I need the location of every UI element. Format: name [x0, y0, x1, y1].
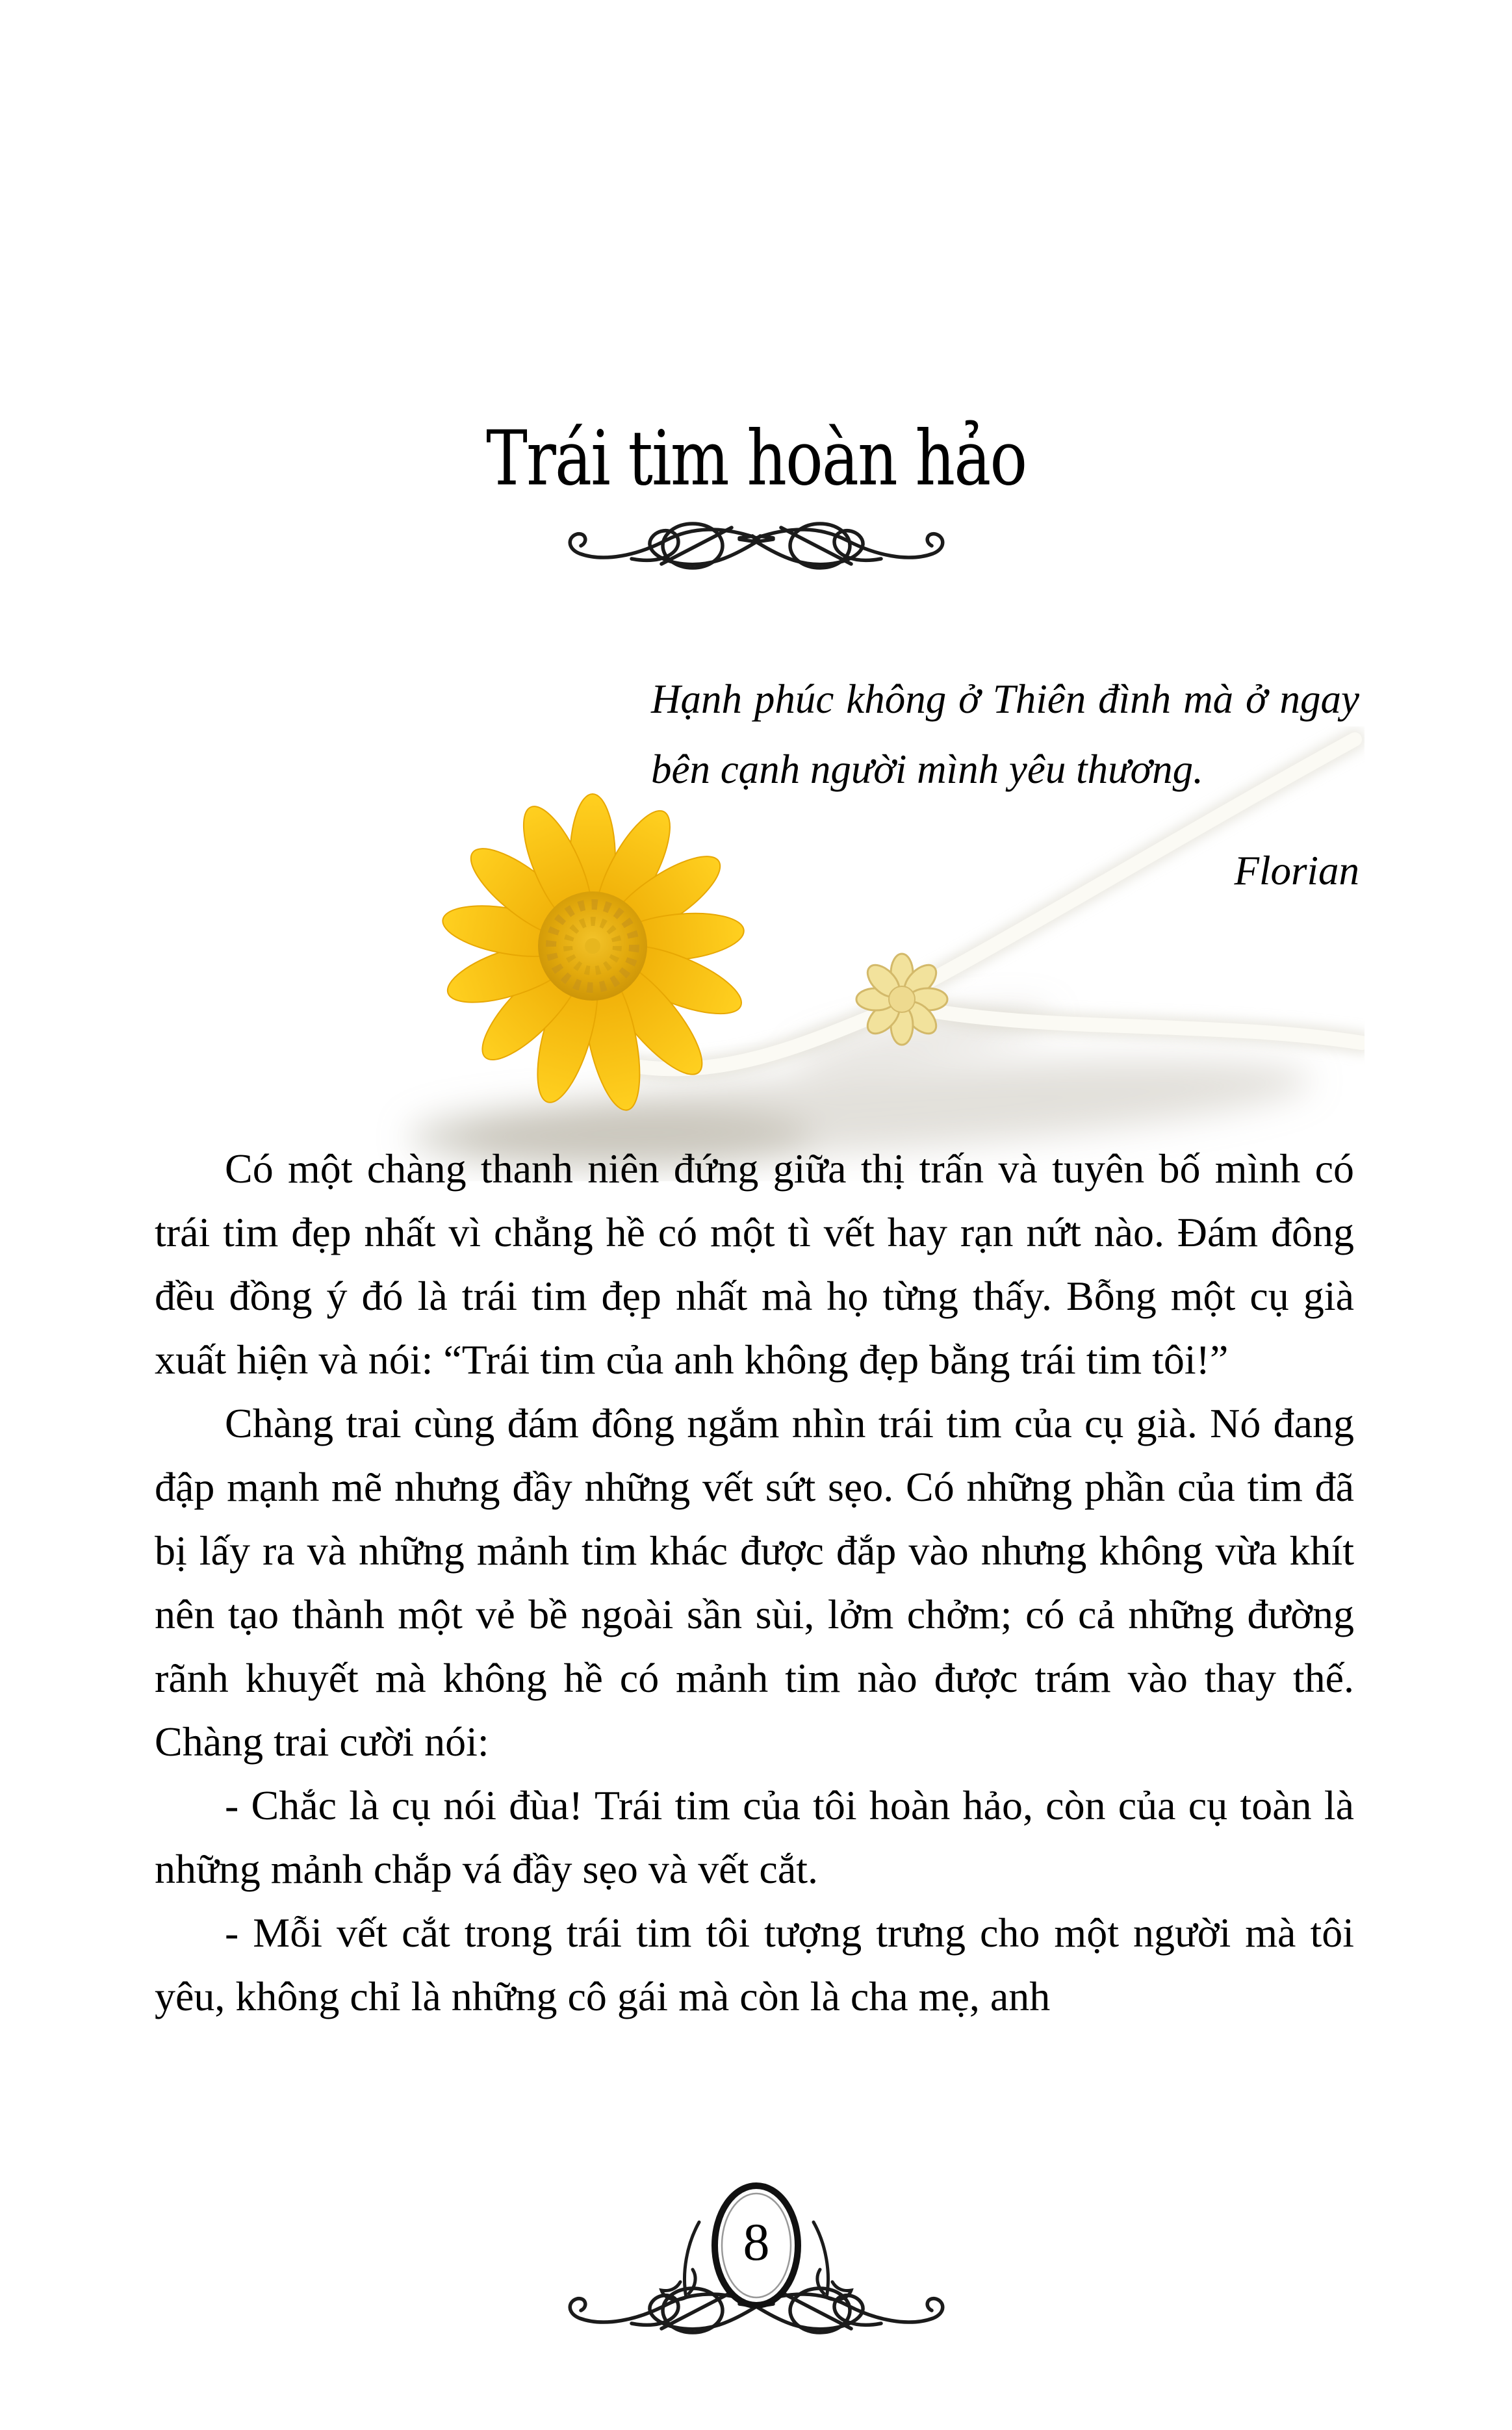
flower-bud	[856, 954, 947, 1045]
body-text	[155, 1137, 1354, 2028]
page-title-text: Trái tim hoàn hảo	[485, 413, 1027, 503]
page-number-ornament	[503, 2173, 1010, 2361]
epigraph-attribution: Florian	[1234, 848, 1359, 893]
page-number: 8	[743, 2212, 769, 2271]
fleur-accent-left-icon	[661, 2222, 699, 2299]
paragraph: Có một chàng thanh niên đứng giữa thị trấn và tuyên bố mình có trái tim đẹp nhất vì chẳng hề có một tì vết hay rạn nứt nào. Đám đông đều đồng ý đó là trái tim đẹp nhất mà họ từng thấy. Bỗng một cụ già xuất hiện và nói: “Trái tim của anh không đẹp bằng trái tim tôi!”	[155, 1145, 1354, 1383]
paragraph: - Mỗi vết cắt trong trái tim tôi tượng trưng cho một người mà tôi yêu, không chỉ là những cô gái mà còn là cha mẹ, anh	[155, 1910, 1354, 2019]
epigraph-text: Hạnh phúc không ở Thiên đình mà ở ngay bên cạnh người mình yêu thương.	[651, 676, 1359, 792]
fleur-accent-right-icon	[814, 2222, 851, 2299]
paragraph: - Chắc là cụ nói đùa! Trái tim của tôi hoàn hảo, còn của cụ toàn là những mảnh chắp vá đầy sẹo và vết cắt.	[155, 1782, 1354, 1892]
epigraph	[651, 664, 1359, 906]
paragraph: Chàng trai cùng đám đông ngắm nhìn trái tim của cụ già. Nó đang đập mạnh mẽ nhưng đầy những vết sứt sẹo. Có những phần của tim đã bị lấy ra và những mảnh tim khác được đắp vào nhưng không vừa khít nên tạo thành một vẻ bề ngoài sần sùi, lởm chởm; có cả những đường rãnh khuyết mà không hề có mảnh tim nào được trám vào thay thế. Chàng trai cười nói:	[155, 1400, 1354, 1765]
page-title	[0, 413, 1512, 503]
title-divider-flourish-icon	[555, 518, 958, 573]
